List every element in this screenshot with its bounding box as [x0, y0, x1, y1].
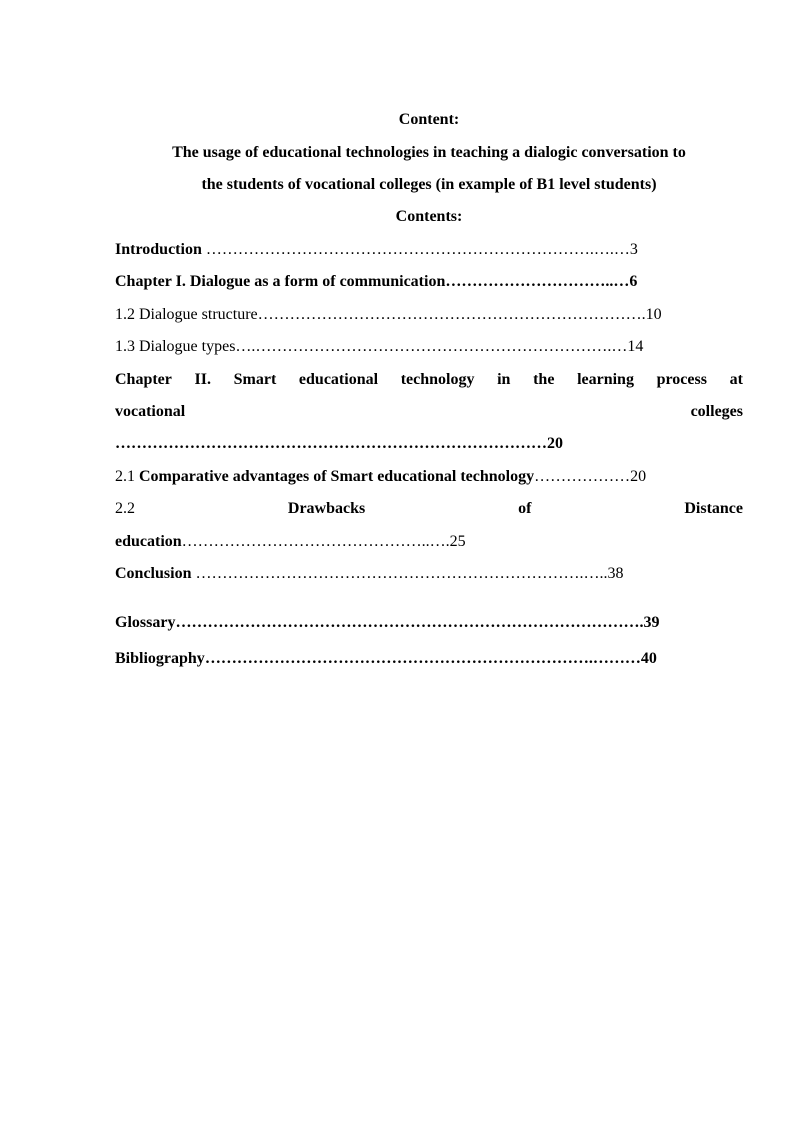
toc-page-number: 20 — [547, 435, 563, 452]
toc-page-number: 40 — [640, 650, 657, 667]
toc-entry-chapter-2-line-1[interactable] — [115, 370, 743, 390]
toc-word: at — [729, 371, 743, 388]
toc-leader-dots: …………………………..… — [445, 273, 630, 290]
toc-number: 2.2 — [115, 500, 135, 517]
toc-entry-1-3[interactable] — [115, 337, 743, 357]
content-heading: Content: — [398, 111, 460, 128]
toc-label: Conclusion — [115, 565, 192, 582]
toc-entry-introduction[interactable] — [115, 240, 743, 260]
toc-label: Glossary — [115, 614, 176, 631]
toc-label: education — [115, 533, 182, 550]
toc-word: Chapter — [115, 371, 172, 388]
toc-page-number: 6 — [629, 273, 638, 290]
toc-word: colleges — [690, 403, 743, 420]
toc-entry-2-2-line-2[interactable] — [115, 532, 743, 552]
toc-word: Drawbacks — [287, 500, 366, 517]
toc-page-number: 20 — [630, 468, 647, 485]
toc-entry-chapter-2-line-2[interactable] — [115, 402, 743, 422]
toc-word: process — [656, 371, 707, 388]
toc-entry-chapter-1[interactable] — [115, 272, 743, 292]
toc-number: 2.1 — [115, 468, 139, 485]
toc-word: the — [533, 371, 555, 388]
contents-heading: Contents: — [395, 208, 463, 225]
toc-entry-chapter-2-line-3[interactable] — [115, 434, 743, 454]
toc-word: technology — [400, 371, 475, 388]
toc-label: Comparative advantages of Smart educational technology — [139, 468, 535, 485]
toc-leader-dots: ……………………………………………………………….……… — [204, 650, 641, 667]
toc-label: 1.2 Dialogue structure — [115, 306, 258, 323]
toc-page-number: 10 — [645, 306, 662, 323]
toc-leader-dots: ……………………………………………………………….….… — [201, 241, 630, 258]
title-line-2: the students of vocational colleges (in example of B1 level students) — [201, 176, 657, 193]
toc-entry-glossary[interactable] — [115, 613, 743, 633]
toc-leader-dots: ……………………………………………………………………………. — [175, 614, 644, 631]
toc-entry-2-2-line-1[interactable] — [115, 499, 743, 519]
toc-word: vocational — [115, 403, 186, 420]
toc-label: Introduction — [115, 241, 202, 258]
toc-leader-dots: ……………………………………………………………….….. — [191, 565, 608, 582]
toc-leader-dots: ………………………………………..…. — [181, 533, 450, 550]
toc-entry-conclusion[interactable] — [115, 564, 743, 584]
toc-word: II. — [194, 371, 211, 388]
toc-leader-dots: ……………………………………………………………………… — [115, 435, 547, 452]
toc-leader-dots: ………………………………………………………………. — [257, 306, 646, 323]
toc-page-number: 25 — [449, 533, 466, 550]
title-line-1: The usage of educational technologies in teaching a dialogic conversation to — [172, 144, 686, 161]
toc-label: Chapter I. Dialogue as a form of communication — [115, 273, 446, 290]
toc-word: of — [518, 500, 532, 517]
toc-entry-bibliography[interactable] — [115, 649, 743, 669]
toc-label: 1.3 Dialogue types — [115, 338, 236, 355]
toc-entry-2-1[interactable] — [115, 467, 743, 487]
toc-word: Distance — [684, 500, 743, 517]
toc-page-number: 38 — [607, 565, 624, 582]
toc-entry-1-2[interactable] — [115, 305, 743, 325]
toc-label: Bibliography — [115, 650, 205, 667]
toc-leader-dots: ….………………………………………………………….… — [235, 338, 628, 355]
toc-word: in — [497, 371, 511, 388]
toc-page-number: 39 — [643, 614, 660, 631]
toc-page-number: 3 — [629, 241, 638, 258]
toc-page-number: 14 — [627, 338, 644, 355]
toc-word: Smart — [233, 371, 277, 388]
toc-word: learning — [577, 371, 634, 388]
toc-leader-dots: ……………… — [534, 468, 631, 485]
toc-word: educational — [298, 371, 379, 388]
